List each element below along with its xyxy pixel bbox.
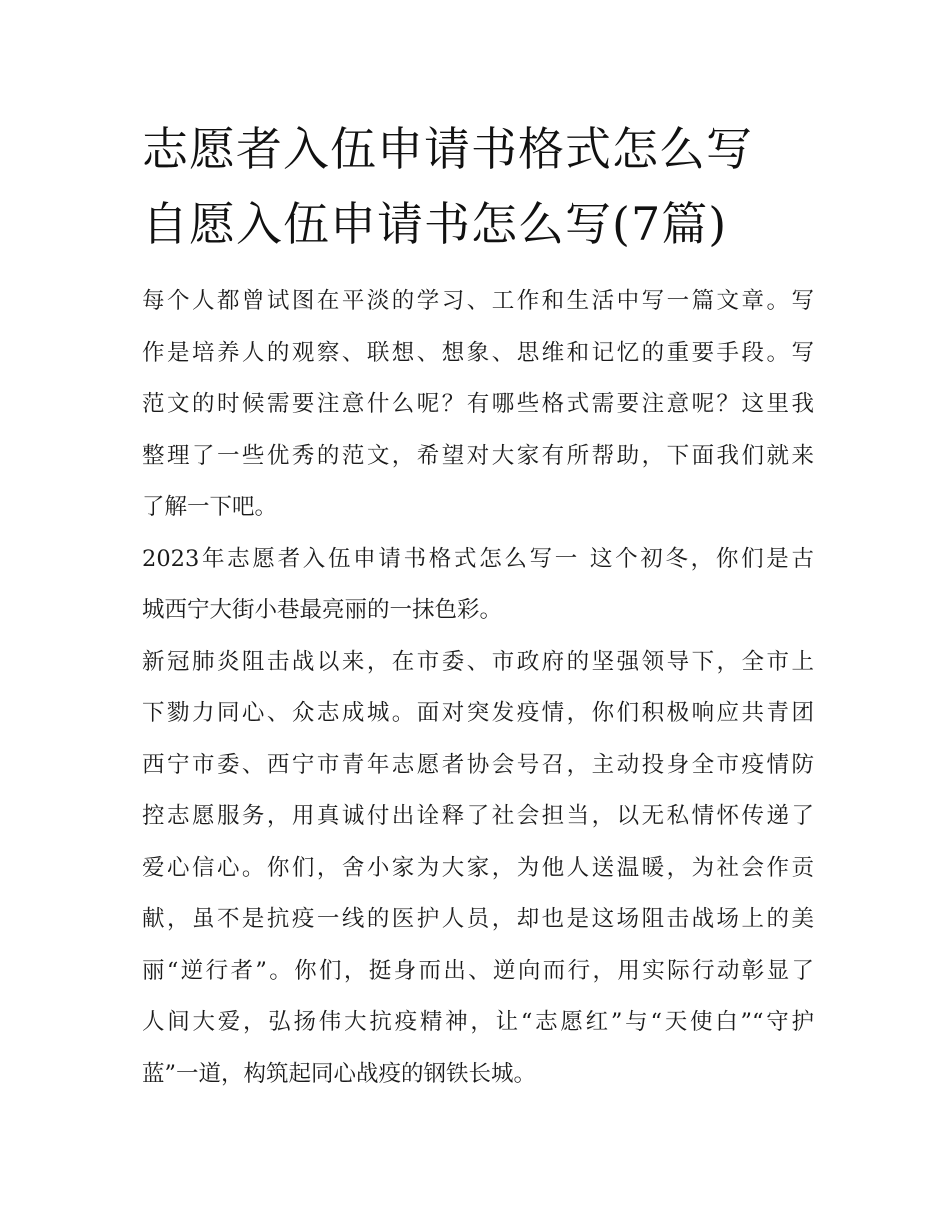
title-line-2: 自愿入伍申请书怎么写(7篇)	[142, 197, 728, 251]
text-line: 整理了一些优秀的范文，希望对大家有所帮助，下面我们就来	[142, 442, 814, 469]
text-line: 爱心信心。你们，舍小家为大家，为他人送温暖，为社会作贡	[142, 854, 814, 881]
text-line: 每个人都曾试图在平淡的学习、工作和生活中写一篇文章。写	[142, 288, 814, 314]
text-line: 西宁市委、西宁市青年志愿者协会号召，主动投身全市疫情防	[142, 751, 814, 778]
document-title	[142, 112, 822, 262]
text-line: 蓝”一道，构筑起同心战疫的钢铁长城。	[142, 1060, 537, 1087]
text-line: 2023年志愿者入伍申请书格式怎么写一 这个初冬，你们是古	[142, 545, 814, 572]
text-line: 下勠力同心、众志成城。面对突发疫情，你们积极响应共青团	[142, 700, 814, 726]
text-line: 了解一下吧。	[142, 494, 278, 520]
intro-paragraph	[142, 276, 814, 534]
section-heading-paragraph	[142, 534, 814, 637]
text-line: 城西宁大街小巷最亮丽的一抹色彩。	[142, 597, 503, 623]
text-line: 控志愿服务，用真诚付出诠释了社会担当，以无私情怀传递了	[142, 803, 814, 829]
text-line: 人间大爱，弘扬伟大抗疫精神，让“志愿红”与“天使白”“守护	[142, 1009, 814, 1035]
text-line: 献，虽不是抗疫一线的医护人员，却也是这场阻击战场上的美	[142, 906, 814, 932]
text-line: 丽“逆行者”。你们，挺身而出、逆向而行，用实际行动彰显了	[142, 957, 814, 984]
text-line: 新冠肺炎阻击战以来，在市委、市政府的坚强领导下，全市上	[142, 648, 814, 675]
document-body	[142, 276, 814, 1100]
text-line: 作是培养人的观察、联想、想象、思维和记忆的重要手段。写	[142, 339, 814, 366]
text-line: 范文的时候需要注意什么呢？有哪些格式需要注意呢？这里我	[142, 391, 814, 417]
body-paragraph	[142, 637, 814, 1101]
title-line-1: 志愿者入伍申请书格式怎么写	[142, 122, 753, 176]
